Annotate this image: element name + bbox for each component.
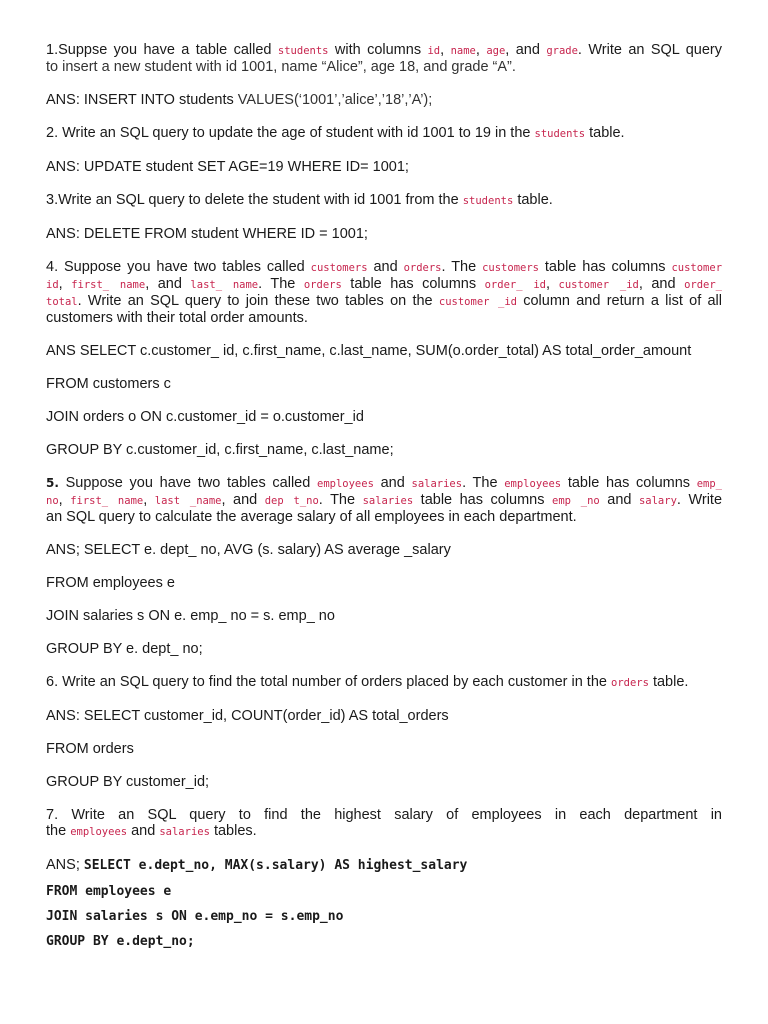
answer-7-line-2: FROM employees e <box>46 884 172 899</box>
question-2: 2. Write an SQL query to update the age of student with id 1001 to 19 in the students table. <box>46 125 625 141</box>
answer-7-line-4: GROUP BY e.dept_no; <box>46 934 195 949</box>
answer-5-line-4: GROUP BY e. dept_ no; <box>46 641 203 657</box>
answer-5-line-3: JOIN salaries s ON e. emp_ no = s. emp_ no <box>46 608 335 624</box>
question-1-line-2: to insert a new student with id 1001, name “Alice”, age 18, and grade “A”. <box>46 59 516 75</box>
code-students: students <box>534 128 586 140</box>
question-5-line-1: 5. Suppose you have two tables called employees and salaries. The employees table has columns emp_ <box>46 475 723 491</box>
answer-7-line-3: JOIN salaries s ON e.emp_no = s.emp_no <box>46 909 344 924</box>
question-4-line-1: 4. Suppose you have two tables called customers and orders. The customers table has columns customer <box>46 259 723 275</box>
question-7-line-1: 7. Write an SQL query to find the highest salary of employees in each department in <box>46 807 722 823</box>
answer-6-line-1: ANS: SELECT customer_id, COUNT(order_id) AS total_orders <box>46 708 449 724</box>
question-7-line-2: the employees and salaries tables. <box>46 823 257 839</box>
question-5-line-3: an SQL query to calculate the average salary of all employees in each department. <box>46 509 577 525</box>
code-grade: grade <box>546 45 578 57</box>
document-page <box>46 42 722 951</box>
answer-6-line-3: GROUP BY customer_id; <box>46 774 210 790</box>
code-students: students <box>277 45 329 57</box>
question-1 <box>46 42 722 75</box>
answer-6-line-2: FROM orders <box>46 741 134 757</box>
question-4-line-4: customers with their total order amounts. <box>46 310 308 326</box>
answer-5-line-1: ANS; SELECT e. dept_ no, AVG (s. salary) AS average _salary <box>46 542 451 558</box>
question-5-line-2: no, first_ name, last _name, and dep t_no. The salaries table has columns emp _no and salary. Write <box>46 492 723 508</box>
answer-2: ANS: UPDATE student SET AGE=19 WHERE ID= 1001; <box>46 159 409 175</box>
question-6: 6. Write an SQL query to find the total number of orders placed by each customer in the orders table. <box>46 674 689 690</box>
answer-5-line-2: FROM employees e <box>46 575 175 591</box>
answer-7-line-1: ANS; SELECT e.dept_no, MAX(s.salary) AS highest_salary <box>46 857 468 873</box>
answer-4-line-1: ANS SELECT c.customer_ id, c.first_name, c.last_name, SUM(o.order_total) AS total_order_amount <box>46 343 692 359</box>
answer-4-line-3: JOIN orders o ON c.customer_id = o.customer_id <box>46 409 364 425</box>
question-4-line-2: id, first_ name, and last_ name. The orders table has columns order_ id, customer _id, and order_ <box>46 276 722 292</box>
question-4 <box>46 259 722 326</box>
answer-1: ANS: INSERT INTO students VALUES(‘1001’,’alice’,’18’,’A’); <box>46 92 433 108</box>
code-id: id <box>427 45 441 57</box>
question-1-line-1: 1.Suppse you have a table called students with columns id, name, age, and grade. Write an SQL query <box>46 42 723 58</box>
question-4-line-3: total. Write an SQL query to join these two tables on the customer _id column and return a list of all <box>46 293 723 309</box>
code-name: name <box>450 45 476 57</box>
code-students: students <box>462 195 514 207</box>
question-3: 3.Write an SQL query to delete the student with id 1001 from the students table. <box>46 192 553 208</box>
answer-4-line-2: FROM customers c <box>46 376 171 392</box>
question-5 <box>46 475 722 525</box>
question-7 <box>46 807 722 840</box>
code-age: age <box>486 45 506 57</box>
answer-4-line-4: GROUP BY c.customer_id, c.first_name, c.last_name; <box>46 442 394 458</box>
answer-3: ANS: DELETE FROM student WHERE ID = 1001; <box>46 226 368 242</box>
